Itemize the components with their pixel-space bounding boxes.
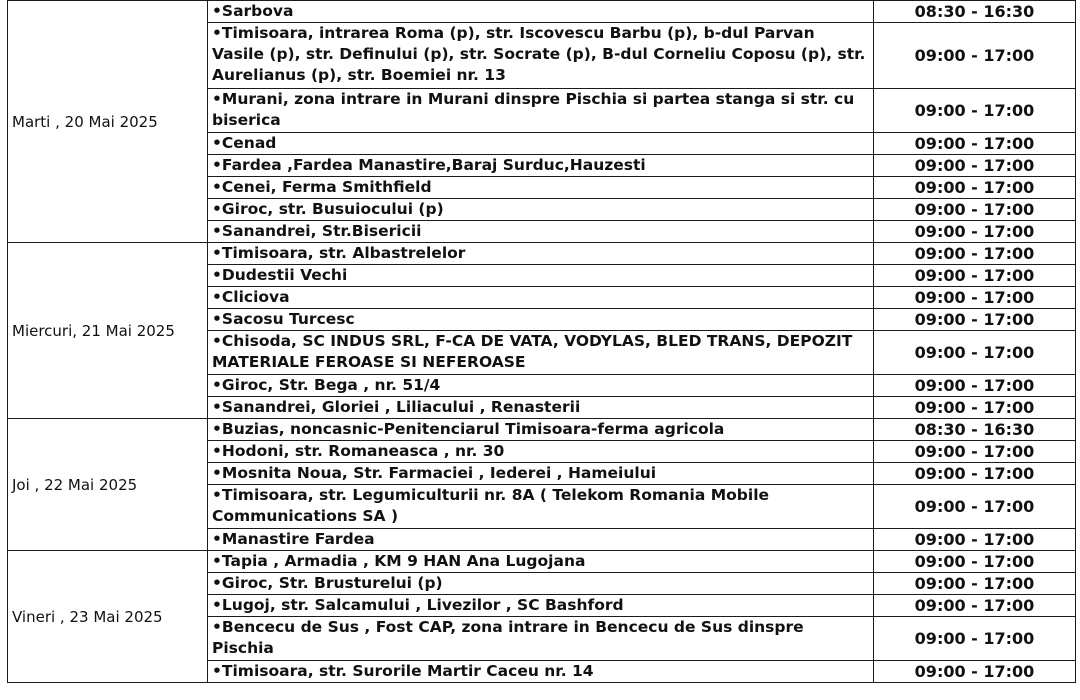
location-cell: •Bencecu de Sus , Fost CAP, zona intrare in Bencecu de Sus dinspre Pischia [208, 617, 874, 661]
time-interval-cell: 09:00 - 17:00 [874, 463, 1076, 485]
time-interval-cell: 09:00 - 17:00 [874, 199, 1076, 221]
location-cell: •Cliciova [208, 287, 874, 309]
location-cell: •Timisoara, str. Surorile Martir Caceu nr. 14 [208, 661, 874, 683]
time-interval-cell: 09:00 - 17:00 [874, 617, 1076, 661]
location-cell: •Giroc, Str. Brusturelui (p) [208, 573, 874, 595]
time-interval-cell: 09:00 - 17:00 [874, 221, 1076, 243]
location-cell: •Sanandrei, Str.Bisericii [208, 221, 874, 243]
time-interval-cell: 09:00 - 17:00 [874, 375, 1076, 397]
time-interval-cell: 09:00 - 17:00 [874, 265, 1076, 287]
location-cell: •Buzias, noncasnic-Penitenciarul Timisoara-ferma agricola [208, 419, 874, 441]
time-interval-cell: 09:00 - 17:00 [874, 441, 1076, 463]
schedule-body [8, 1, 1076, 683]
time-interval-cell: 09:00 - 17:00 [874, 133, 1076, 155]
time-interval-cell: 09:00 - 17:00 [874, 309, 1076, 331]
location-cell: •Lugoj, str. Salcamului , Livezilor , SC Bashford [208, 595, 874, 617]
location-cell: •Sanandrei, Gloriei , Liliacului , Renasterii [208, 397, 874, 419]
time-interval-cell: 09:00 - 17:00 [874, 551, 1076, 573]
day-label: Vineri , 23 Mai 2025 [8, 551, 208, 683]
location-cell: •Timisoara, str. Albastrelelor [208, 243, 874, 265]
location-cell: •Tapia , Armadia , KM 9 HAN Ana Lugojana [208, 551, 874, 573]
location-cell: •Mosnita Noua, Str. Farmaciei , Iederei , Hameiului [208, 463, 874, 485]
time-interval-cell: 09:00 - 17:00 [874, 529, 1076, 551]
location-cell: •Giroc, Str. Bega , nr. 51/4 [208, 375, 874, 397]
time-interval-cell: 09:00 - 17:00 [874, 595, 1076, 617]
location-cell: •Sarbova [208, 1, 874, 23]
location-cell: •Cenad [208, 133, 874, 155]
time-interval-cell: 09:00 - 17:00 [874, 155, 1076, 177]
schedule-row [8, 419, 1076, 441]
location-cell: •Manastire Fardea [208, 529, 874, 551]
time-interval-cell: 09:00 - 17:00 [874, 23, 1076, 89]
time-interval-cell: 09:00 - 17:00 [874, 661, 1076, 683]
time-interval-cell: 09:00 - 17:00 [874, 177, 1076, 199]
location-cell: •Dudestii Vechi [208, 265, 874, 287]
location-cell: •Cenei, Ferma Smithfield [208, 177, 874, 199]
day-label: Joi , 22 Mai 2025 [8, 419, 208, 551]
location-cell: •Chisoda, SC INDUS SRL, F-CA DE VATA, VODYLAS, BLED TRANS, DEPOZIT MATERIALE FEROASE SI NEFEROASE [208, 331, 874, 375]
outage-schedule-table [7, 0, 1076, 683]
time-interval-cell: 09:00 - 17:00 [874, 397, 1076, 419]
time-interval-cell: 09:00 - 17:00 [874, 331, 1076, 375]
location-cell: •Murani, zona intrare in Murani dinspre Pischia si partea stanga si str. cu biserica [208, 89, 874, 133]
location-cell: •Fardea ,Fardea Manastire,Baraj Surduc,Hauzesti [208, 155, 874, 177]
location-cell: •Timisoara, intrarea Roma (p), str. Iscovescu Barbu (p), b-dul Parvan Vasile (p), str. Definului (p), str. Socrate (p), B-dul Corneliu Coposu (p), str. Aurelianus (p), str. Boemiei nr. 13 [208, 23, 874, 89]
schedule-row [8, 1, 1076, 23]
schedule-row [8, 243, 1076, 265]
location-cell: •Sacosu Turcesc [208, 309, 874, 331]
day-label: Marti , 20 Mai 2025 [8, 1, 208, 243]
time-interval-cell: 09:00 - 17:00 [874, 573, 1076, 595]
day-label: Miercuri, 21 Mai 2025 [8, 243, 208, 419]
time-interval-cell: 09:00 - 17:00 [874, 89, 1076, 133]
time-interval-cell: 09:00 - 17:00 [874, 287, 1076, 309]
time-interval-cell: 09:00 - 17:00 [874, 485, 1076, 529]
schedule-row [8, 551, 1076, 573]
time-interval-cell: 09:00 - 17:00 [874, 243, 1076, 265]
time-interval-cell: 08:30 - 16:30 [874, 1, 1076, 23]
time-interval-cell: 08:30 - 16:30 [874, 419, 1076, 441]
location-cell: •Giroc, str. Busuiocului (p) [208, 199, 874, 221]
location-cell: •Timisoara, str. Legumiculturii nr. 8A ( Telekom Romania Mobile Communications SA ) [208, 485, 874, 529]
location-cell: •Hodoni, str. Romaneasca , nr. 30 [208, 441, 874, 463]
